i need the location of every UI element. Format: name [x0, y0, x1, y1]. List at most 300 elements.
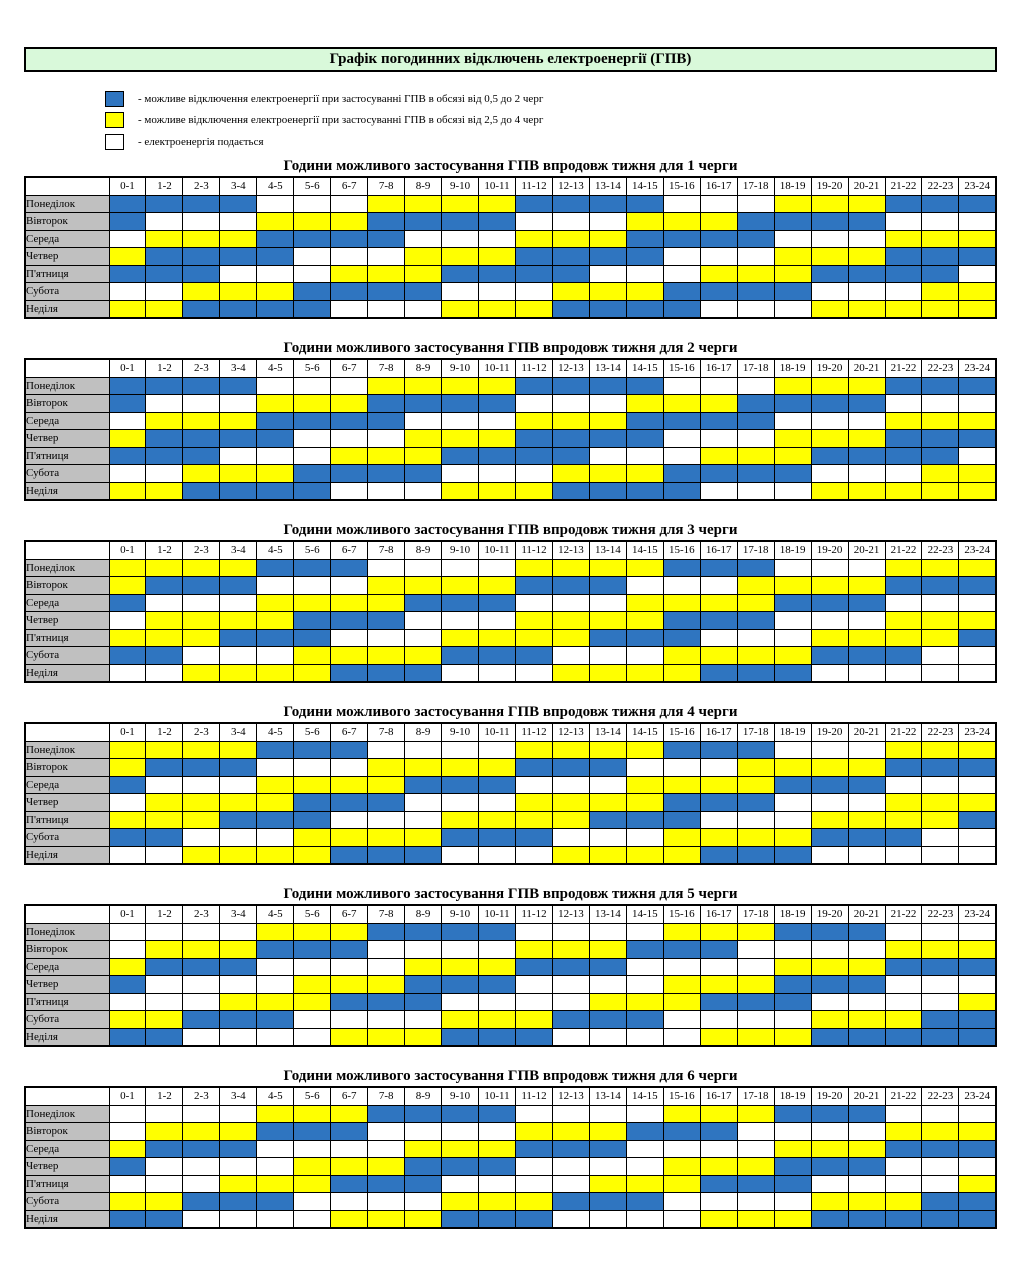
- hour-cell: [811, 612, 848, 630]
- day-label: П'ятниця: [25, 265, 109, 283]
- hour-header: 10-11: [479, 1087, 516, 1105]
- hour-cell: [294, 629, 331, 647]
- hour-cell: [220, 230, 257, 248]
- legend: [105, 88, 543, 153]
- hour-cell: [774, 1193, 811, 1211]
- hour-cell: [737, 1193, 774, 1211]
- hour-cell: [885, 647, 922, 665]
- hour-cell: [479, 794, 516, 812]
- hour-cell: [811, 1140, 848, 1158]
- hour-cell: [405, 430, 442, 448]
- hour-cell: [922, 993, 959, 1011]
- hour-cell: [737, 430, 774, 448]
- hour-cell: [183, 647, 220, 665]
- hour-cell: [515, 1193, 552, 1211]
- hour-cell: [589, 647, 626, 665]
- hour-cell: [552, 811, 589, 829]
- legend-item-level0: [105, 131, 543, 153]
- hour-cell: [774, 612, 811, 630]
- hour-header: 13-14: [589, 905, 626, 923]
- hour-cell: [257, 923, 294, 941]
- hour-cell: [109, 811, 146, 829]
- hour-cell: [515, 829, 552, 847]
- schedule-title: Години можливого застосування ГПВ впродовж тижня для 3 черги: [283, 522, 738, 538]
- hour-cell: [442, 664, 479, 682]
- hour-cell: [146, 465, 183, 483]
- hour-cell: [848, 248, 885, 266]
- hour-cell: [294, 1105, 331, 1123]
- hour-header: 5-6: [294, 905, 331, 923]
- hour-cell: [959, 283, 996, 301]
- hour-cell: [368, 482, 405, 500]
- hour-cell: [737, 759, 774, 777]
- hour-header: 6-7: [331, 359, 368, 377]
- hour-cell: [663, 195, 700, 213]
- hour-cell: [922, 846, 959, 864]
- hour-cell: [959, 377, 996, 395]
- day-row: [25, 776, 996, 794]
- hour-cell: [479, 430, 516, 448]
- schedule-queue-3: [24, 520, 997, 683]
- hour-cell: [959, 195, 996, 213]
- hour-cell: [109, 195, 146, 213]
- hour-cell: [774, 1028, 811, 1046]
- hour-cell: [885, 1028, 922, 1046]
- hour-cell: [811, 213, 848, 231]
- hour-cell: [515, 594, 552, 612]
- hour-cell: [442, 213, 479, 231]
- day-label: Середа: [25, 412, 109, 430]
- hour-cell: [663, 300, 700, 318]
- hour-cell: [663, 647, 700, 665]
- hour-cell: [257, 265, 294, 283]
- hour-cell: [257, 759, 294, 777]
- hour-cell: [257, 647, 294, 665]
- hour-header: 18-19: [774, 723, 811, 741]
- hour-header-row: [25, 723, 996, 741]
- hour-cell: [146, 1123, 183, 1141]
- hour-cell: [885, 1140, 922, 1158]
- hour-cell: [663, 1175, 700, 1193]
- hour-cell: [700, 1105, 737, 1123]
- hour-cell: [479, 941, 516, 959]
- hour-cell: [700, 759, 737, 777]
- hour-cell: [405, 1105, 442, 1123]
- hour-cell: [109, 647, 146, 665]
- hour-cell: [515, 612, 552, 630]
- hour-cell: [479, 195, 516, 213]
- hour-cell: [848, 559, 885, 577]
- day-label: Понеділок: [25, 377, 109, 395]
- hour-cell: [589, 377, 626, 395]
- hour-cell: [885, 629, 922, 647]
- hour-cell: [442, 1105, 479, 1123]
- hour-header: 8-9: [405, 541, 442, 559]
- legend-text: - можливе відключення електроенергії при застосуванні ГПВ в обсязі від 2,5 до 4 черг: [138, 114, 544, 127]
- hour-cell: [442, 941, 479, 959]
- hour-cell: [959, 958, 996, 976]
- hour-header: 22-23: [922, 541, 959, 559]
- hour-header: 2-3: [183, 359, 220, 377]
- hour-cell: [183, 1123, 220, 1141]
- hour-cell: [959, 412, 996, 430]
- hour-cell: [109, 594, 146, 612]
- hour-cell: [552, 794, 589, 812]
- hour-cell: [294, 976, 331, 994]
- day-label: П'ятниця: [25, 1175, 109, 1193]
- hour-header: 1-2: [146, 177, 183, 195]
- hour-cell: [331, 941, 368, 959]
- hour-cell: [848, 1175, 885, 1193]
- hour-cell: [774, 1123, 811, 1141]
- hour-cell: [848, 976, 885, 994]
- hour-cell: [589, 1158, 626, 1176]
- hour-header: 7-8: [368, 177, 405, 195]
- hour-cell: [183, 1158, 220, 1176]
- hour-cell: [405, 958, 442, 976]
- hour-cell: [294, 1028, 331, 1046]
- hour-cell: [922, 559, 959, 577]
- hour-cell: [700, 1028, 737, 1046]
- hour-header: 23-24: [959, 723, 996, 741]
- day-label: Субота: [25, 1011, 109, 1029]
- hour-cell: [183, 412, 220, 430]
- hour-cell: [959, 248, 996, 266]
- hour-cell: [552, 1011, 589, 1029]
- hour-cell: [848, 923, 885, 941]
- hour-cell: [737, 577, 774, 595]
- hour-cell: [331, 923, 368, 941]
- hour-cell: [848, 447, 885, 465]
- day-row: [25, 577, 996, 595]
- hour-header: 16-17: [700, 723, 737, 741]
- hour-cell: [885, 923, 922, 941]
- hour-cell: [405, 395, 442, 413]
- hour-cell: [183, 958, 220, 976]
- hour-cell: [368, 213, 405, 231]
- hour-cell: [922, 577, 959, 595]
- hour-cell: [848, 1140, 885, 1158]
- hour-cell: [922, 248, 959, 266]
- hour-cell: [737, 976, 774, 994]
- hour-header: 21-22: [885, 723, 922, 741]
- hour-cell: [589, 430, 626, 448]
- hour-cell: [146, 283, 183, 301]
- hour-cell: [109, 776, 146, 794]
- hour-cell: [885, 759, 922, 777]
- hour-cell: [515, 265, 552, 283]
- hour-cell: [331, 993, 368, 1011]
- hour-cell: [848, 283, 885, 301]
- hour-cell: [331, 430, 368, 448]
- hour-header: 4-5: [257, 905, 294, 923]
- hour-cell: [811, 759, 848, 777]
- hour-cell: [405, 1140, 442, 1158]
- hour-cell: [663, 213, 700, 231]
- hour-cell: [405, 265, 442, 283]
- hour-cell: [848, 265, 885, 283]
- hour-cell: [552, 1175, 589, 1193]
- hour-header: 17-18: [737, 177, 774, 195]
- hour-cell: [109, 976, 146, 994]
- hour-header: 16-17: [700, 1087, 737, 1105]
- hour-cell: [515, 1123, 552, 1141]
- hour-cell: [183, 283, 220, 301]
- hour-cell: [774, 1011, 811, 1029]
- day-row: [25, 1011, 996, 1029]
- hour-header: 17-18: [737, 1087, 774, 1105]
- hour-cell: [885, 283, 922, 301]
- hour-cell: [626, 395, 663, 413]
- hour-cell: [479, 412, 516, 430]
- hour-header: 19-20: [811, 1087, 848, 1105]
- hour-cell: [589, 1011, 626, 1029]
- hour-cell: [626, 1123, 663, 1141]
- hour-cell: [663, 759, 700, 777]
- hour-cell: [220, 629, 257, 647]
- hour-cell: [626, 213, 663, 231]
- hour-cell: [294, 213, 331, 231]
- legend-text: - можливе відключення електроенергії при застосуванні ГПВ в обсязі від 0,5 до 2 черг: [138, 92, 544, 105]
- hour-cell: [663, 612, 700, 630]
- hour-header-row: [25, 541, 996, 559]
- hour-cell: [700, 594, 737, 612]
- hour-header: 21-22: [885, 359, 922, 377]
- day-row: [25, 430, 996, 448]
- hour-header: 4-5: [257, 541, 294, 559]
- hour-cell: [552, 377, 589, 395]
- hour-cell: [442, 300, 479, 318]
- day-label: Вівторок: [25, 759, 109, 777]
- hour-header: 2-3: [183, 1087, 220, 1105]
- hour-cell: [479, 1011, 516, 1029]
- hour-cell: [959, 741, 996, 759]
- hour-cell: [811, 1193, 848, 1211]
- hour-header: 8-9: [405, 723, 442, 741]
- hour-cell: [109, 794, 146, 812]
- hour-cell: [589, 300, 626, 318]
- hour-cell: [442, 1193, 479, 1211]
- hour-cell: [589, 594, 626, 612]
- hour-cell: [294, 776, 331, 794]
- hour-cell: [626, 741, 663, 759]
- hour-header: 6-7: [331, 723, 368, 741]
- hour-cell: [589, 923, 626, 941]
- hour-header: 2-3: [183, 541, 220, 559]
- hour-cell: [811, 1105, 848, 1123]
- hour-cell: [552, 1193, 589, 1211]
- hour-header: 0-1: [109, 905, 146, 923]
- hour-cell: [294, 923, 331, 941]
- hour-cell: [774, 283, 811, 301]
- hour-cell: [331, 1028, 368, 1046]
- hour-cell: [479, 759, 516, 777]
- hour-cell: [331, 958, 368, 976]
- hour-cell: [885, 794, 922, 812]
- hour-cell: [257, 395, 294, 413]
- hour-cell: [220, 1210, 257, 1228]
- hour-cell: [700, 447, 737, 465]
- hour-cell: [737, 629, 774, 647]
- hour-cell: [368, 577, 405, 595]
- schedule-table: [24, 176, 997, 319]
- hour-cell: [589, 1140, 626, 1158]
- hour-cell: [294, 612, 331, 630]
- hour-cell: [479, 377, 516, 395]
- hour-cell: [959, 1175, 996, 1193]
- day-label: Вівторок: [25, 395, 109, 413]
- day-row: [25, 412, 996, 430]
- hour-cell: [589, 482, 626, 500]
- swatch-blue-icon: [105, 91, 124, 107]
- hour-cell: [663, 230, 700, 248]
- hour-cell: [552, 993, 589, 1011]
- hour-cell: [885, 213, 922, 231]
- hour-cell: [811, 776, 848, 794]
- hour-header: 15-16: [663, 1087, 700, 1105]
- hour-cell: [331, 283, 368, 301]
- hour-cell: [552, 1140, 589, 1158]
- hour-cell: [331, 1011, 368, 1029]
- hour-cell: [109, 482, 146, 500]
- hour-header: 7-8: [368, 541, 405, 559]
- hour-cell: [848, 993, 885, 1011]
- hour-cell: [220, 958, 257, 976]
- hour-cell: [109, 300, 146, 318]
- hour-cell: [700, 1140, 737, 1158]
- hour-cell: [331, 577, 368, 595]
- hour-cell: [700, 941, 737, 959]
- hour-cell: [183, 1140, 220, 1158]
- hour-cell: [442, 283, 479, 301]
- hour-header: 14-15: [626, 177, 663, 195]
- hour-cell: [663, 741, 700, 759]
- hour-cell: [405, 846, 442, 864]
- day-label: Четвер: [25, 430, 109, 448]
- hour-cell: [552, 829, 589, 847]
- schedule-queue-6: [24, 1066, 997, 1229]
- hour-cell: [257, 283, 294, 301]
- hour-cell: [109, 1123, 146, 1141]
- hour-cell: [368, 958, 405, 976]
- hour-cell: [146, 230, 183, 248]
- hour-cell: [515, 447, 552, 465]
- hour-cell: [885, 976, 922, 994]
- hour-cell: [774, 846, 811, 864]
- hour-cell: [885, 1123, 922, 1141]
- hour-header: 11-12: [515, 177, 552, 195]
- hour-cell: [922, 1011, 959, 1029]
- hour-cell: [331, 300, 368, 318]
- hour-cell: [220, 559, 257, 577]
- hour-cell: [479, 846, 516, 864]
- hour-cell: [959, 265, 996, 283]
- hour-header: 2-3: [183, 905, 220, 923]
- hour-cell: [294, 664, 331, 682]
- hour-cell: [922, 1210, 959, 1228]
- hour-cell: [848, 1105, 885, 1123]
- hour-cell: [626, 1210, 663, 1228]
- hour-header: 5-6: [294, 1087, 331, 1105]
- hour-cell: [848, 1210, 885, 1228]
- hour-cell: [774, 976, 811, 994]
- hour-cell: [109, 412, 146, 430]
- day-label: П'ятниця: [25, 811, 109, 829]
- hour-cell: [442, 1028, 479, 1046]
- hour-cell: [442, 846, 479, 864]
- hour-cell: [885, 1193, 922, 1211]
- hour-cell: [774, 664, 811, 682]
- hour-cell: [589, 230, 626, 248]
- hour-cell: [848, 741, 885, 759]
- hour-cell: [257, 559, 294, 577]
- day-row: [25, 629, 996, 647]
- hour-cell: [774, 829, 811, 847]
- hour-cell: [368, 829, 405, 847]
- hour-cell: [959, 829, 996, 847]
- hour-cell: [405, 741, 442, 759]
- hour-cell: [811, 829, 848, 847]
- day-label: Понеділок: [25, 923, 109, 941]
- hour-cell: [479, 664, 516, 682]
- hour-cell: [368, 1105, 405, 1123]
- hour-cell: [700, 430, 737, 448]
- hour-cell: [589, 265, 626, 283]
- header-corner: [25, 359, 109, 377]
- hour-cell: [885, 664, 922, 682]
- hour-cell: [183, 1011, 220, 1029]
- day-label: П'ятниця: [25, 447, 109, 465]
- hour-cell: [515, 248, 552, 266]
- hour-cell: [922, 213, 959, 231]
- hour-cell: [257, 741, 294, 759]
- hour-header: 4-5: [257, 1087, 294, 1105]
- schedule-table: [24, 1086, 997, 1229]
- hour-cell: [405, 664, 442, 682]
- hour-header: 10-11: [479, 541, 516, 559]
- day-label: Вівторок: [25, 1123, 109, 1141]
- hour-cell: [663, 594, 700, 612]
- hour-cell: [737, 265, 774, 283]
- hour-cell: [737, 1210, 774, 1228]
- hour-cell: [626, 1140, 663, 1158]
- hour-cell: [700, 923, 737, 941]
- hour-cell: [552, 741, 589, 759]
- hour-cell: [294, 447, 331, 465]
- hour-cell: [774, 447, 811, 465]
- hour-cell: [368, 993, 405, 1011]
- hour-cell: [811, 1158, 848, 1176]
- hour-cell: [405, 776, 442, 794]
- hour-cell: [257, 829, 294, 847]
- hour-cell: [405, 482, 442, 500]
- hour-cell: [479, 1123, 516, 1141]
- hour-cell: [220, 846, 257, 864]
- hour-cell: [885, 1158, 922, 1176]
- hour-cell: [737, 1105, 774, 1123]
- hour-cell: [515, 377, 552, 395]
- hour-cell: [737, 395, 774, 413]
- hour-cell: [700, 577, 737, 595]
- hour-cell: [515, 230, 552, 248]
- hour-header: 16-17: [700, 177, 737, 195]
- hour-cell: [885, 300, 922, 318]
- hour-cell: [959, 846, 996, 864]
- day-label: Вівторок: [25, 213, 109, 231]
- hour-cell: [811, 958, 848, 976]
- day-label: Неділя: [25, 664, 109, 682]
- hour-cell: [109, 612, 146, 630]
